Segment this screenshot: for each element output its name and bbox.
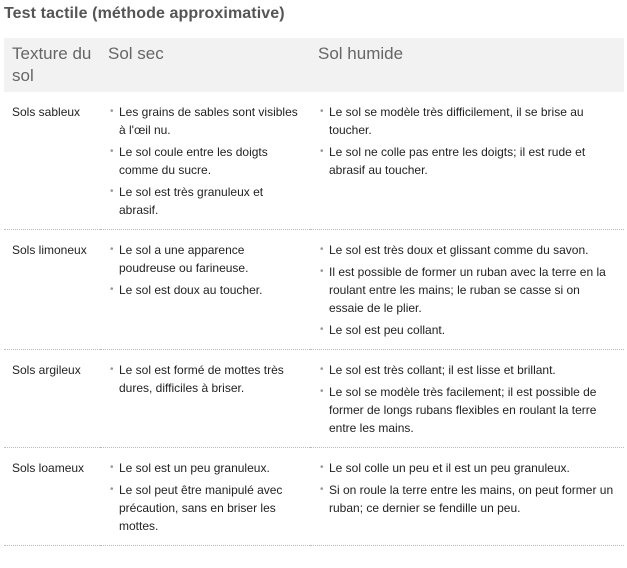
bullet-icon: •: [110, 186, 114, 197]
texture-cell: Sols sableux: [4, 92, 100, 230]
list-item: [108, 241, 302, 277]
list-item-text: Le sol colle un peu et il est un peu granuleux.: [329, 461, 570, 475]
header-texture: Texture du sol: [4, 38, 100, 92]
table-row: [4, 230, 624, 350]
sol-humide-list: [318, 459, 616, 517]
bullet-icon: •: [320, 244, 324, 255]
list-item-text: Le sol est très doux et glissant comme du savon.: [329, 243, 589, 257]
list-item-text: Le sol est formé de mottes très dures, difficiles à briser.: [119, 363, 284, 395]
bullet-icon: •: [110, 364, 114, 375]
sol-humide-cell: [310, 230, 624, 350]
list-item-text: Le sol se modèle très facilement; il est possible de former de longs rubans flexibles en roulant la terre entre les mains.: [329, 385, 597, 435]
list-item: [108, 481, 302, 535]
bullet-icon: •: [320, 484, 324, 495]
list-item: [318, 459, 616, 477]
sol-humide-list: [318, 103, 616, 179]
list-item: [318, 241, 616, 259]
list-item: [318, 481, 616, 517]
bullet-icon: •: [320, 386, 324, 397]
list-item: [318, 321, 616, 339]
sol-humide-cell: [310, 350, 624, 448]
bullet-icon: •: [110, 146, 114, 157]
list-item-text: Le sol est très granuleux et abrasif.: [119, 185, 264, 217]
list-item-text: Les grains de sables sont visibles à l'œil nu.: [119, 105, 298, 137]
table-row: [4, 350, 624, 448]
header-sol-humide: Sol humide: [310, 38, 624, 92]
list-item-text: Le sol est un peu granuleux.: [119, 461, 270, 475]
list-item: [108, 361, 302, 397]
list-item: [108, 103, 302, 139]
list-item: [318, 361, 616, 379]
sol-sec-cell: [100, 448, 310, 546]
list-item-text: Le sol peut être manipulé avec précaution, sans en briser les mottes.: [119, 483, 283, 533]
list-item: [108, 281, 302, 299]
sol-sec-list: [108, 241, 302, 299]
sol-sec-list: [108, 459, 302, 535]
header-row: [4, 38, 624, 92]
list-item: [108, 459, 302, 477]
soil-texture-table: [4, 38, 624, 546]
list-item-text: Le sol est peu collant.: [329, 323, 446, 337]
texture-cell: Sols limoneux: [4, 230, 100, 350]
list-item-text: Le sol est très collant; il est lisse et brillant.: [329, 363, 556, 377]
sol-sec-cell: [100, 230, 310, 350]
sol-sec-cell: [100, 92, 310, 230]
bullet-icon: •: [320, 324, 324, 335]
bullet-icon: •: [110, 462, 114, 473]
list-item-text: Le sol a une apparence poudreuse ou farineuse.: [119, 243, 249, 275]
sol-humide-list: [318, 361, 616, 437]
bullet-icon: •: [110, 284, 114, 295]
list-item: [318, 103, 616, 139]
bullet-icon: •: [320, 364, 324, 375]
list-item: [318, 383, 616, 437]
list-item-text: Si on roule la terre entre les mains, on peut former un ruban; ce dernier se fendille un peu.: [329, 483, 614, 515]
list-item-text: Le sol ne colle pas entre les doigts; il est rude et abrasif au toucher.: [329, 145, 586, 177]
list-item: [318, 263, 616, 317]
bullet-icon: •: [320, 462, 324, 473]
bullet-icon: •: [320, 266, 324, 277]
sol-humide-list: [318, 241, 616, 339]
list-item-text: Le sol est doux au toucher.: [119, 283, 263, 297]
list-item: [318, 143, 616, 179]
bullet-icon: •: [110, 106, 114, 117]
list-item: [108, 143, 302, 179]
table-row: [4, 92, 624, 230]
table-body: [4, 92, 624, 546]
list-item-text: Il est possible de former un ruban avec la terre en la roulant entre les mains; le ruban se casse si on essaie de le plier.: [329, 265, 606, 315]
bullet-icon: •: [320, 106, 324, 117]
list-item: [108, 183, 302, 219]
list-item-text: Le sol se modèle très difficilement, il se brise au toucher.: [329, 105, 584, 137]
bullet-icon: •: [110, 484, 114, 495]
sol-sec-list: [108, 103, 302, 219]
sol-humide-cell: [310, 448, 624, 546]
sol-sec-cell: [100, 350, 310, 448]
sol-humide-cell: [310, 92, 624, 230]
table-row: [4, 448, 624, 546]
table-caption: Test tactile (méthode approximative): [4, 5, 285, 22]
bullet-icon: •: [110, 244, 114, 255]
header-sol-sec: Sol sec: [100, 38, 310, 92]
texture-cell: Sols argileux: [4, 350, 100, 448]
sol-sec-list: [108, 361, 302, 397]
list-item-text: Le sol coule entre les doigts comme du sucre.: [119, 145, 268, 177]
texture-cell: Sols loameux: [4, 448, 100, 546]
bullet-icon: •: [320, 146, 324, 157]
